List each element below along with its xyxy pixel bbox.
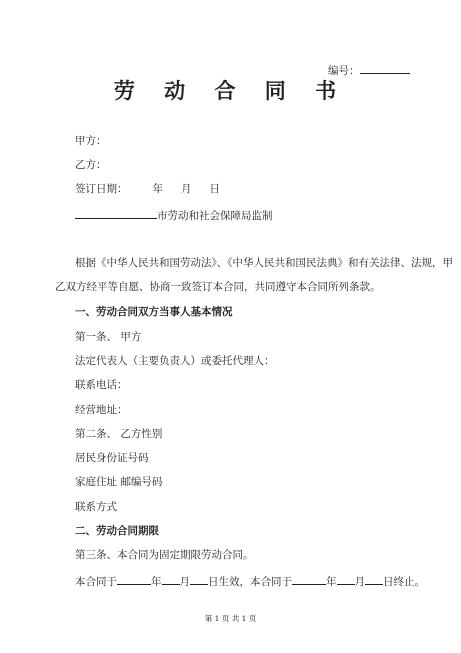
signing-date — [75, 182, 220, 196]
term-start-month: 月 — [179, 576, 190, 588]
end-day-blank — [365, 573, 383, 585]
term-start-day: 日生效，本合同于 — [208, 576, 292, 588]
term-end-day: 日终止。 — [383, 576, 425, 588]
contract-number — [328, 62, 410, 78]
supervision-line — [75, 207, 273, 223]
party-a-label: 甲方： — [75, 135, 107, 147]
end-year-blank — [292, 573, 326, 585]
start-month-blank — [162, 573, 180, 585]
intro-line-2: 乙双方经平等自愿、协商一致签订本合同，共同遵守本合同所列条款。 — [55, 281, 381, 293]
term-end-year: 年 — [326, 576, 337, 588]
id-number-label: 居民身份证号码 — [75, 452, 149, 464]
contact-label: 联系方式 — [75, 501, 117, 513]
business-address-label: 经营地址： — [75, 404, 128, 416]
phone-label: 联系电话： — [75, 379, 128, 391]
term-start-year: 年 — [151, 576, 162, 588]
page-footer: 第 1 页 共 1 页 — [204, 614, 257, 623]
supervision-text: 市劳动和社会保障局监制 — [157, 210, 273, 222]
contract-number-label: 编号： — [328, 65, 360, 77]
end-month-blank — [337, 573, 355, 585]
contract-term — [75, 573, 425, 589]
start-day-blank — [190, 573, 208, 585]
signing-date-day: 日 — [209, 183, 220, 195]
legal-representative: 法定代表人（主要负责人）或委托代理人： — [75, 355, 275, 367]
document-title: 劳 动 合 同 书 — [113, 78, 348, 103]
signing-date-label: 签订日期： — [75, 183, 128, 195]
article-2: 第二条、 乙方性别 — [75, 428, 163, 440]
signing-date-year: 年 — [152, 183, 163, 195]
party-b-label: 乙方： — [75, 159, 107, 171]
section-1-heading: 一、劳动合同双方当事人基本情况 — [75, 306, 233, 318]
home-address-label: 家庭住址 邮编号码 — [75, 476, 163, 488]
intro-line-1: 根据《中华人民共和国劳动法》、《中华人民共和国民法典》和有关法律、法规，甲 — [75, 257, 453, 269]
city-blank — [75, 207, 157, 219]
signing-date-month: 月 — [181, 183, 192, 195]
section-2-heading: 二、劳动合同期限 — [75, 525, 159, 537]
start-year-blank — [117, 573, 151, 585]
term-end-month: 月 — [354, 576, 365, 588]
article-3: 第三条、本合同为固定期限劳动合同。 — [75, 549, 254, 561]
term-start-label: 本合同于 — [75, 576, 117, 588]
contract-number-blank — [360, 62, 410, 74]
article-1: 第一条、 甲方 — [75, 331, 142, 343]
